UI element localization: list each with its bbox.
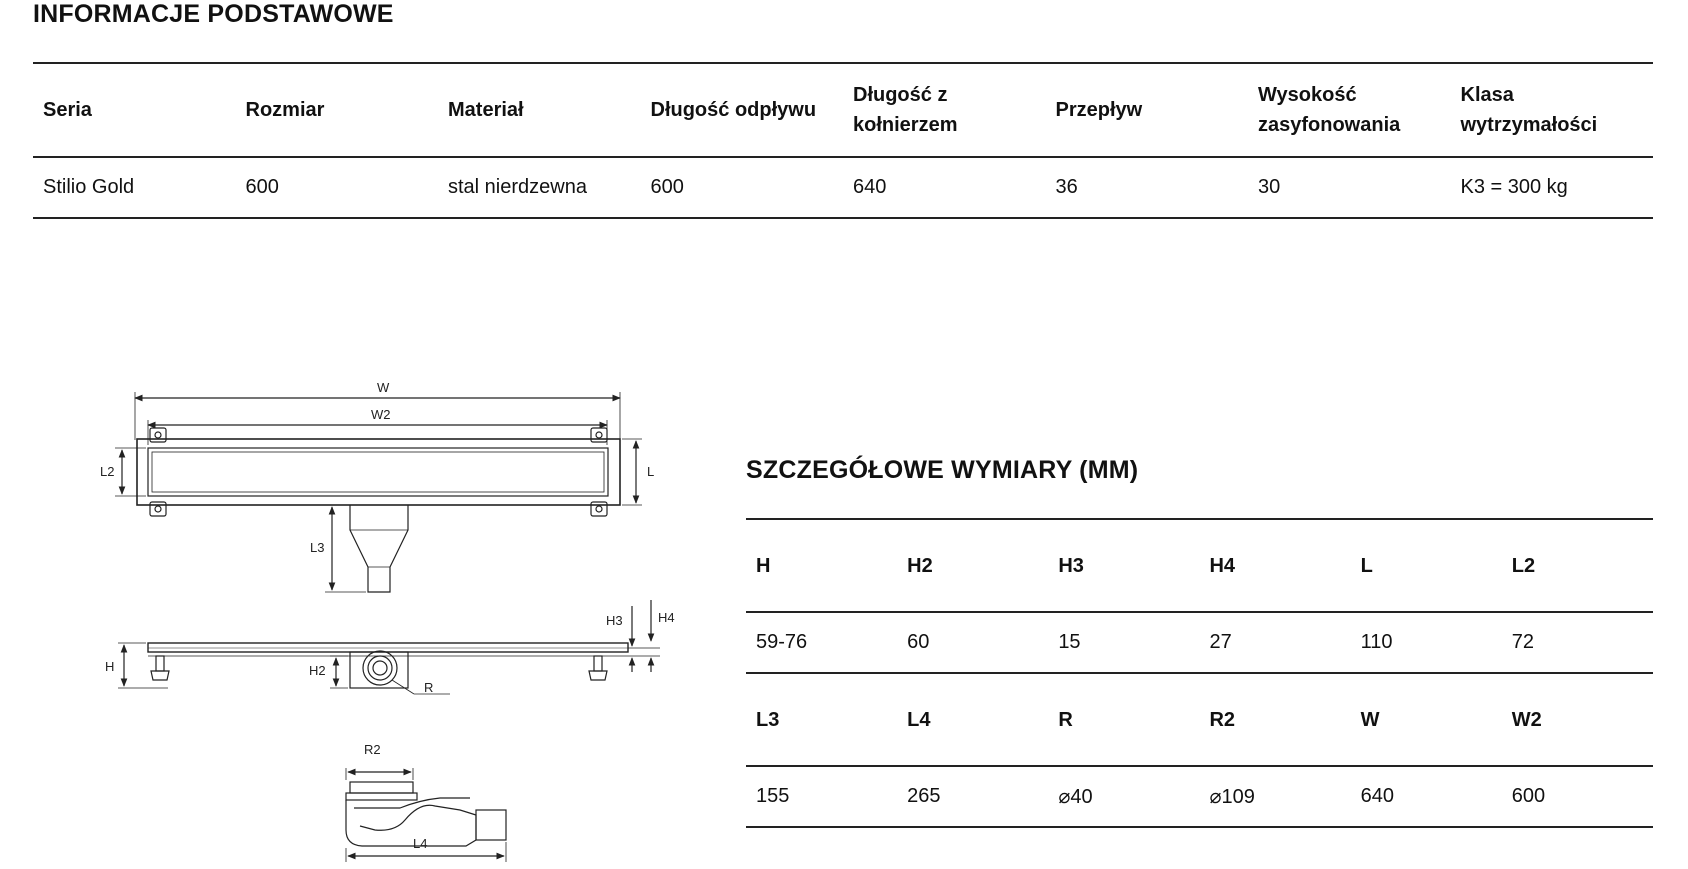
label-l3: L3 (310, 540, 325, 555)
cell-h4: 27 (1199, 612, 1350, 673)
table-row (746, 612, 1653, 673)
drain-technical-drawing (0, 0, 720, 869)
header-l2: L2 (1502, 519, 1653, 612)
header-w: W (1351, 673, 1502, 766)
label-l4: L4 (413, 836, 428, 851)
label-l: L (647, 464, 655, 479)
header-l: L (1351, 519, 1502, 612)
cell-w2: 600 (1502, 766, 1653, 827)
cell-w: 640 (1351, 766, 1502, 827)
detail-header-row-2 (746, 673, 1653, 766)
cell-r2: ⌀109 (1199, 766, 1350, 827)
header-h3: H3 (1048, 519, 1199, 612)
cell-h3: 15 (1048, 612, 1199, 673)
cell-seria: Stilio Gold (33, 157, 236, 218)
label-w2: W2 (371, 407, 391, 422)
cell-l: 110 (1351, 612, 1502, 673)
label-r2: R2 (364, 742, 381, 757)
header-r2: R2 (1199, 673, 1350, 766)
cell-rozmiar: 600 (236, 157, 439, 218)
cell-h: 59-76 (746, 612, 897, 673)
cell-dlugosc-odplywu: 600 (641, 157, 844, 218)
table-row (746, 766, 1653, 827)
label-r: R (424, 680, 434, 695)
cell-l3: 155 (746, 766, 897, 827)
header-w2: W2 (1502, 673, 1653, 766)
cell-l2: 72 (1502, 612, 1653, 673)
label-h: H (105, 659, 115, 674)
header-dlugosc-odplywu: Długość odpływu (641, 63, 844, 157)
header-r: R (1048, 673, 1199, 766)
detail-dimensions-table (746, 518, 1653, 828)
cell-h2: 60 (897, 612, 1048, 673)
label-h4: H4 (658, 610, 675, 625)
header-l3: L3 (746, 673, 897, 766)
header-h4: H4 (1199, 519, 1350, 612)
basic-info-heading: INFORMACJE PODSTAWOWE (33, 0, 394, 28)
cell-przeplyw: 36 (1046, 157, 1249, 218)
header-seria: Seria (33, 63, 236, 157)
cell-wysokosc-zasyfonowania: 30 (1248, 157, 1451, 218)
cell-dlugosc-z-kolnierzem: 640 (843, 157, 1046, 218)
cell-l4: 265 (897, 766, 1048, 827)
header-przeplyw: Przepływ (1046, 63, 1249, 157)
header-h2: H2 (897, 519, 1048, 612)
header-dlugosc-z-kolnierzem: Długość z kołnierzem (843, 63, 1046, 157)
header-klasa-wytrzymalosci: Klasa wytrzymałości (1451, 63, 1654, 157)
label-h3: H3 (606, 613, 623, 628)
header-l4: L4 (897, 673, 1048, 766)
label-h2: H2 (309, 663, 326, 678)
header-rozmiar: Rozmiar (236, 63, 439, 157)
header-h: H (746, 519, 897, 612)
cell-material: stal nierdzewna (438, 157, 641, 218)
label-l2: L2 (100, 464, 115, 479)
detail-header-row-1 (746, 519, 1653, 612)
label-w: W (377, 380, 390, 395)
header-material: Materiał (438, 63, 641, 157)
cell-r: ⌀40 (1048, 766, 1199, 827)
cell-klasa-wytrzymalosci: K3 = 300 kg (1451, 157, 1654, 218)
detail-dimensions-heading: SZCZEGÓŁOWE WYMIARY (MM) (746, 456, 1139, 484)
header-wysokosc-zasyfonowania: Wysokość zasyfonowania (1248, 63, 1451, 157)
